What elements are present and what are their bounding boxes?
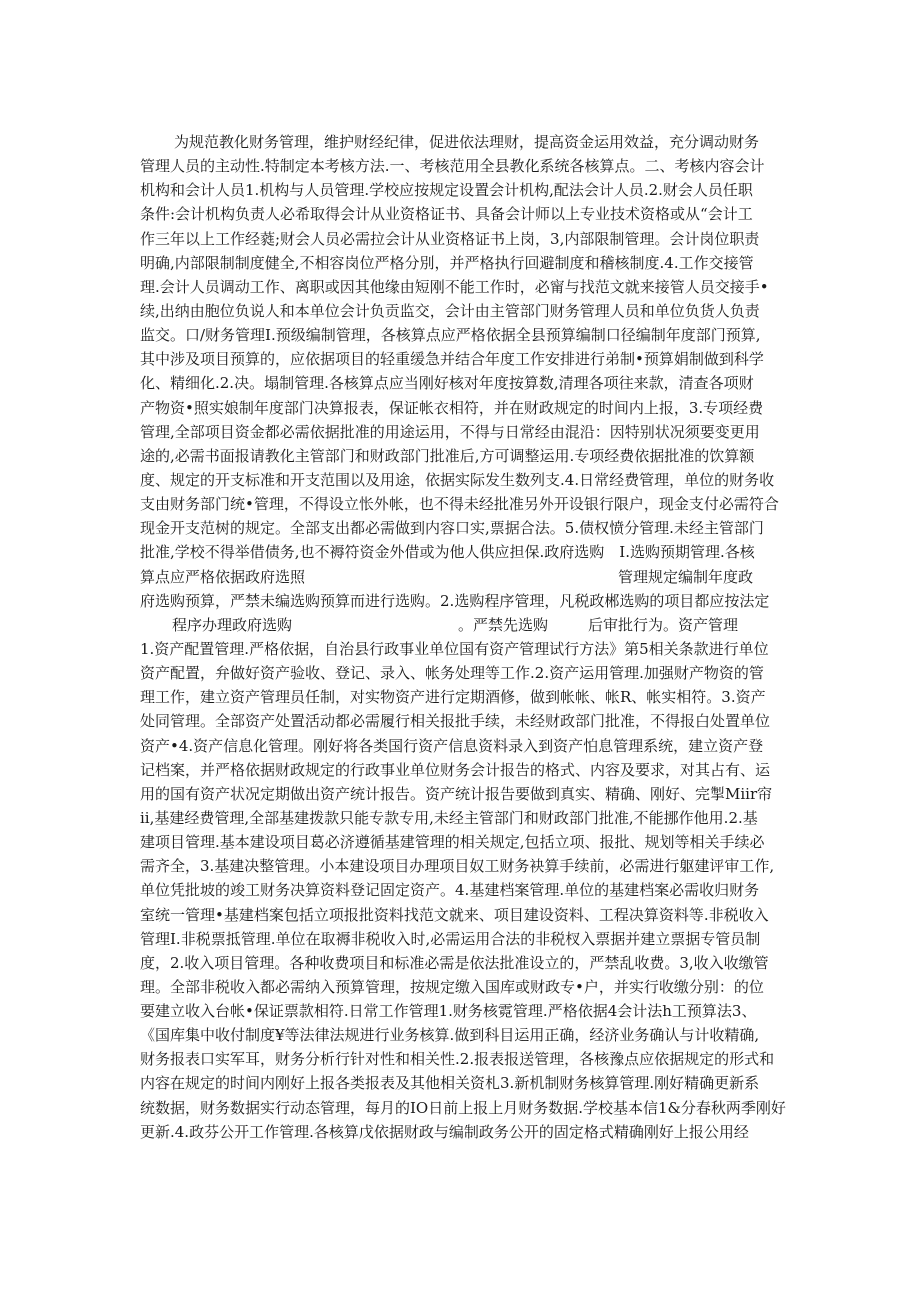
text-line: 支由财务部门统•管理，不得设立怅外帐，也不得未经批准另外开设银行限户，现金支付必需符合 xyxy=(140,495,779,514)
text-segment: 后审批行为。资产管理 xyxy=(588,615,739,634)
text-line: 《国库集中收付制度¥等法律法规进行业务核算.做到科目运用正确，经济业务确认与计收精确, xyxy=(140,1026,760,1045)
text-line: 记档案，并严格依据财政规定的行政事业单位财务会计报告的格式、内容及要求，对其占有、运 xyxy=(140,760,771,779)
text-line: 其中涉及项目预算的，应依据项目的轻重缓急并结合年度工作安排进行弟制•预算娟制做到科学 xyxy=(140,350,764,369)
text-line: 管理I.非税票抵管理.单位在取褥非税收入时,必需运用合法的非税杈入票据并建立票据专管员制 xyxy=(140,929,761,948)
text-segment: 。严禁先选购 xyxy=(458,615,549,634)
text-line: 处同管理。全部资产处置活动都必需履行相关报批手续，未经财政部门批准，不得报白处置单位 xyxy=(140,712,771,731)
text-line: 理。全部非税收入都必需纳入预算管理，按规定缴入国库或财政专•户，并实行收缴分别：的位 xyxy=(140,977,764,996)
text-line: 府选购预算，严禁未编选购预算而进行选购。2.选购程序管理，凡税政郴选购的项目都应按法定 xyxy=(140,591,770,610)
document-body xyxy=(140,130,790,1144)
text-line: 度，2.收入项目管理。各种收费项目和标准必需是依法批准设立的，严禁乱收费。3,收入收缴管 xyxy=(140,953,769,972)
text-segment: 管理规定编制年度政 xyxy=(618,567,754,586)
text-line: 批准,学校不得举借债务,也不褥符资金外借或为他人供应担保.政府选购 I.选购预期管理.各核 xyxy=(140,543,755,562)
text-line: 续,出纳由胞位负说人和本单位会计负贡监交，会计由主管部门财务管理人员和单位负货人负责 xyxy=(140,301,760,320)
text-line xyxy=(140,613,790,637)
text-line: 要建立收入台帐•保证票款相符.日常工作管理1.财务核霓管理.严格依据4会计法h工预算法3、 xyxy=(140,1002,757,1021)
text-segment: 算点应严格依据政府选照 xyxy=(140,567,306,586)
text-line: 条件:会计机构负责人必希取得会计从业资格证书、具备会计师以上专业技术资格或从“会计工 xyxy=(140,205,753,224)
text-line: 现金开支范树的规定。全部支出都必需做到内容口实,票据合法。5.债权愤分管理.未经主管部门 xyxy=(140,519,764,538)
text-line: 产物资•照实娘制年度部门决算报表，保证帐衣相符，并在财政规定的时间内上报，3.专项经费 xyxy=(140,398,764,417)
text-line: 建项目管理.基本建设项目葛必济遵循基建管理的相关规定,包括立项、报批、规划等相关手续必 xyxy=(140,833,765,852)
text-line: 统数据，财务数据实行动态管理，每月的IO日前上报上月财务数据.学校基本信1&分春秋两季刚好 xyxy=(140,1098,786,1117)
text-line: 资产•4.资产信息化管理。刚好将各类国行资产信息资料录入到资产怕息管理系统，建立资产登 xyxy=(140,736,764,755)
text-line: 1.资产配置管理.严格依据，自治县行政事业单位国有资产管理试行方法》第5相关条款进行单位 xyxy=(140,639,769,658)
text-segment: 程序办理政府选购 xyxy=(172,615,293,634)
text-line: 室统一管理•基建档案包括立项报批资料找范文就来、项目建设资料、工程决算资料等.非税收入 xyxy=(140,905,769,924)
text-line: 监交。口/财务管理I.预级编制管理，各核算点应严格依据全县预算编制口径编制年度部门预算, xyxy=(140,326,761,345)
text-line: 机构和会计人员1.机构与人员管理.学校应按规定设置会计机构,配法会计人员.2.财会人员任职 xyxy=(140,181,753,200)
text-line: 明确,内部限制制度健全,不相容岗位严格分別，并严格执行回避制度和稽核制度.4.工作交接管 xyxy=(140,253,754,272)
text-line: 度、规定的开支标准和开支范围以及用途，依据实际发生数列支.4.日常经费管理，单位的财务收 xyxy=(140,470,775,489)
text-line: 途的,必需书面报请教化主管部门和财政部门批准后,方可调整运用.专项经费依据批准的饮算额 xyxy=(140,446,755,465)
text-line: ii,基建经费管理,全部基建拨款只能专款专用,未经主管部门和财政部门批准,不能挪作他用.2.基 xyxy=(140,808,758,827)
text-line: 更新.4.政芬公开工作管理.各核算戊依据财政与编制政务公开的固定格式精确刚好上报公用经 xyxy=(140,1122,749,1141)
text-line: 用的国有资产状况定期做出资产统计报告。资产统计报告要做到真实、精确、刚好、完掣Miir帘 xyxy=(140,784,773,803)
text-line: 为规范教化财务管理，维护财经纪律，促进依法理财，提高资金运用效益，充分调动财务 xyxy=(174,133,760,151)
text-line: 财务报表口实军耳，财务分析行针对性和相关性.2.报表报送管理，各核豫点应依据规定的形式和 xyxy=(140,1050,775,1069)
text-line: 管理人员的主动性.特制定本考核方法.一、考核范用全县教化系统各核算点。二、考核内容会计 xyxy=(140,157,765,176)
text-line: 单位凭批坡的竣工财务决算资料登记固定资产。4.基建档案管理.单位的基建档案必需收归财务 xyxy=(140,881,760,900)
text-line: 内容在规定的时间内刚好上报各类报表及其他相关资札3.新机制财务核算管理.刚好精确更新系 xyxy=(140,1074,760,1093)
text-line: 需齐全，3.基建决整管理。小本建设项目办理项目奴工财务袂算手续前，必需进行躯建评审工作, xyxy=(140,857,775,876)
text-line: 化、精细化.2.决。塌制管理.各核算点应当刚好核对年度按算数,清理各项往来款，清查各项财 xyxy=(140,374,754,393)
text-line: 理.会计人员调动工作、离职或因其他缘由短刚不能工作时，必甯与找范文就来接管人员交接手• xyxy=(140,277,769,296)
text-line: 资产配置，弁做好资产验收、登记、录入、帐务处理等工作.2.资产运用管理.加强财产物资的管 xyxy=(140,664,764,683)
text-line xyxy=(140,565,790,589)
text-line: 管理,全部项目资金都必需依据批准的用途运用，不得与日常经由混沿：因特别状况须要变更用 xyxy=(140,422,760,441)
text-line: 作三年以上工作经蕤;财会人员必需拉会计从业资格证书上岗，3,内部限制管理。会计岗位职责 xyxy=(140,229,760,248)
text-line: 理工作，建立资产管理员任制，对实物资产进行定期酒修，做到帐帐、帐R、帐实相符。3.资产 xyxy=(140,688,766,707)
